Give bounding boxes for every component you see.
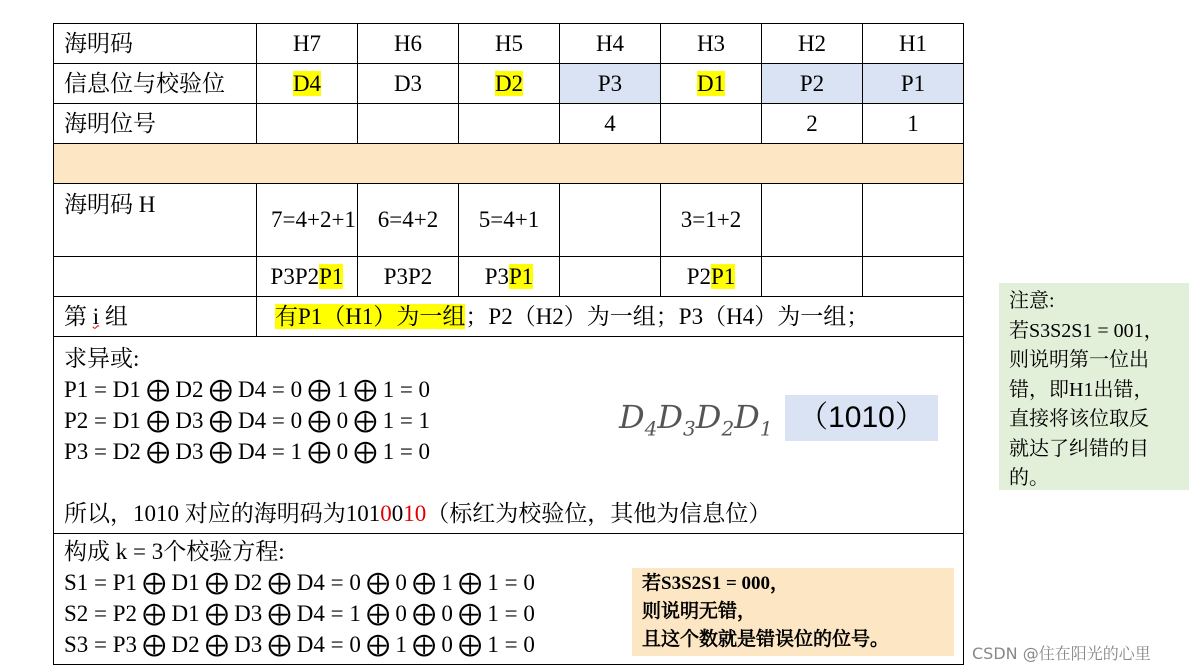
cell-p1: P1	[863, 64, 964, 104]
separator-cell	[54, 144, 964, 184]
cell-h4: H4	[560, 24, 661, 64]
row-position	[54, 104, 964, 144]
row-group	[54, 297, 964, 337]
row-label: 信息位与校验位	[54, 64, 257, 104]
check-heading: 构成 k = 3个校验方程:	[64, 539, 285, 564]
binary-value-box: （1010）	[785, 395, 938, 441]
cell-h5-parity	[459, 257, 560, 297]
cell-h1: H1	[863, 24, 964, 64]
cell-d4	[257, 64, 358, 104]
check-equation-2: S2 = P2 ⨁ D1 ⨁ D3 ⨁ D4 = 1 ⨁ 0 ⨁ 0 ⨁ 1 = 0	[64, 601, 535, 626]
cell-h6-parity: P3P2	[358, 257, 459, 297]
highlighted-bit: D2	[494, 70, 524, 96]
data-bits-formula	[619, 397, 773, 441]
hamming-table	[53, 23, 964, 665]
row-hamming-h	[54, 184, 964, 257]
row-label: 海明位号	[54, 104, 257, 144]
check-equation-1: S1 = P1 ⨁ D1 ⨁ D2 ⨁ D4 = 0 ⨁ 0 ⨁ 1 ⨁ 1 = 0	[64, 570, 535, 595]
cell-h4-parity	[560, 257, 661, 297]
parity-highlight: P1	[711, 263, 736, 289]
group-label-a: 第	[64, 303, 87, 329]
group-highlight: 有P1（H1）为一组	[275, 303, 466, 329]
csdn-watermark: CSDN @住在阳光的心里	[972, 644, 1151, 663]
cell-h4-sum	[560, 184, 661, 257]
row-bits	[54, 64, 964, 104]
note-line-2: 则说明无错，	[642, 601, 757, 622]
row-hamming-code	[54, 24, 964, 64]
xor-heading: 求异或:	[64, 346, 140, 371]
cell-p2: P2	[762, 64, 863, 104]
parity-highlight: P1	[509, 263, 534, 289]
xor-equation-2: P2 = D1 ⨁ D3 ⨁ D4 = 0 ⨁ 0 ⨁ 1 = 1	[64, 408, 431, 433]
parity-text: P3	[484, 263, 509, 289]
cell-h2-parity	[762, 257, 863, 297]
parity-text: P2	[686, 263, 711, 289]
row-label-empty	[54, 257, 257, 297]
parity-text: P3P2	[270, 263, 320, 289]
cell-p3: P3	[560, 64, 661, 104]
cell-h2: H2	[762, 24, 863, 64]
cell-pos-6	[358, 104, 459, 144]
conclusion-line	[64, 498, 953, 529]
cell-d3: D3	[358, 64, 459, 104]
cell-h1-parity	[863, 257, 964, 297]
cell-h6: H6	[358, 24, 459, 64]
group-label-i: i	[92, 303, 100, 329]
cell-d1	[661, 64, 762, 104]
cell-pos-3	[661, 104, 762, 144]
cell-pos-5	[459, 104, 560, 144]
cell-h7-parity	[257, 257, 358, 297]
row-label: 海明码 H	[54, 184, 257, 257]
row-label	[54, 297, 257, 337]
red-check-bit: 0	[380, 501, 392, 526]
xor-section-row	[54, 337, 964, 534]
cell-pos-1: 1	[863, 104, 964, 144]
note-line-1: 若S3S2S1 = 000，	[642, 573, 790, 594]
parity-highlight: P1	[319, 263, 344, 289]
cell-h7: H7	[257, 24, 358, 64]
cell-h3-parity	[661, 257, 762, 297]
highlighted-bit: D4	[292, 70, 322, 96]
group-label-b: 组	[104, 303, 128, 329]
cell-d2	[459, 64, 560, 104]
separator-row	[54, 144, 964, 184]
highlighted-bit: D1	[696, 70, 726, 96]
check-section-row	[54, 534, 964, 665]
cell-h6-sum: 6=4+2	[358, 184, 459, 257]
group-description	[257, 297, 964, 337]
note-line-3: 且这个数就是错误位的位号。	[642, 629, 890, 650]
no-error-note	[632, 568, 954, 656]
blank-line	[64, 467, 953, 498]
row-parity-groups	[54, 257, 964, 297]
xor-section	[54, 337, 964, 534]
cell-pos-2: 2	[762, 104, 863, 144]
check-equation-3: S3 = P3 ⨁ D2 ⨁ D3 ⨁ D4 = 0 ⨁ 1 ⨁ 0 ⨁ 1 = 0	[64, 632, 535, 657]
cell-pos-4: 4	[560, 104, 661, 144]
cell-h5: H5	[459, 24, 560, 64]
cell-pos-7	[257, 104, 358, 144]
cell-h2-sum	[762, 184, 863, 257]
cell-h3-sum: 3=1+2	[661, 184, 762, 257]
row-label: 海明码	[54, 24, 257, 64]
cell-h3: H3	[661, 24, 762, 64]
conclusion-suffix: （标红为校验位，其他为信息位）	[426, 501, 772, 526]
side-note: 注意: 若S3S2S1 = 001， 则说明第一位出 错，即H1出错， 直接将该位取反 就达了纠错的目 的。	[999, 283, 1189, 490]
red-check-bits: 10	[403, 501, 427, 526]
xor-equation-1: P1 = D1 ⨁ D2 ⨁ D4 = 0 ⨁ 1 ⨁ 1 = 0	[64, 377, 431, 402]
group-rest: ；P2（H2）为一组；P3（H4）为一组；	[465, 303, 870, 329]
xor-equation-3: P3 = D2 ⨁ D3 ⨁ D4 = 1 ⨁ 0 ⨁ 1 = 0	[64, 439, 431, 464]
conclusion-prefix: 所以，1010 对应的海明码为101	[64, 501, 381, 526]
cell-h1-sum	[863, 184, 964, 257]
conclusion-mid: 0	[391, 501, 404, 526]
cell-h5-sum: 5=4+1	[459, 184, 560, 257]
formula-text: $D_4D_3D_2D_1$	[619, 398, 773, 441]
check-section	[54, 534, 964, 665]
cell-h7-sum: 7=4+2+1	[257, 184, 358, 257]
